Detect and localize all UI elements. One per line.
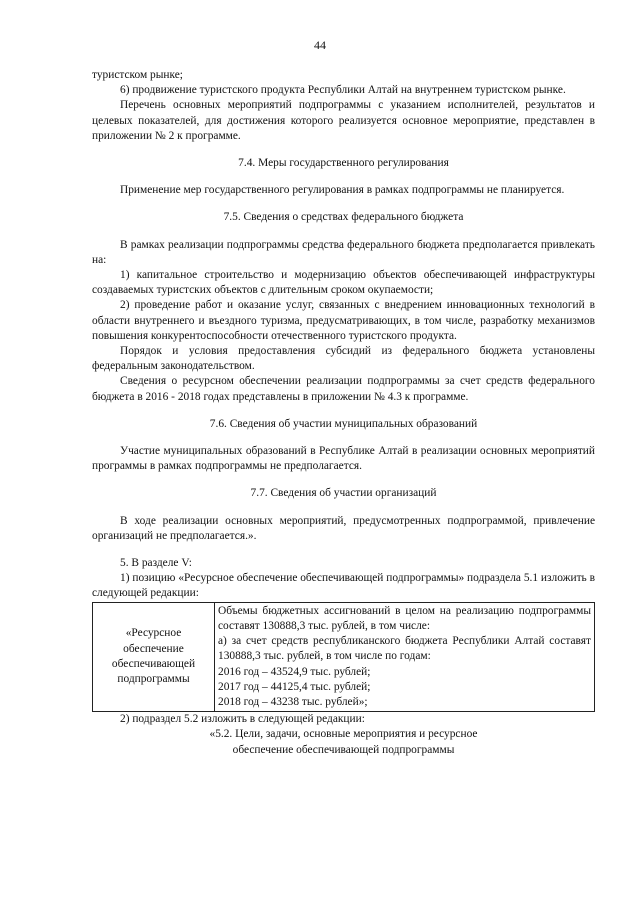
table-text: а) за счет средств республиканского бюджета Республики Алтай составят 130888,3 тыс. рублей, в том числе по годам: [218,635,591,663]
table-text: Объемы бюджетных ассигнований в целом на реализацию подпрограммы составят 130888,3 тыс. рублей, в том числе: [218,604,591,632]
paragraph: В рамках реализации подпрограммы средства федерального бюджета предполагается привлекать на: [92,238,595,266]
paragraph: Перечень основных мероприятий подпрограммы с указанием исполнителей, результатов и целевых показателей, для достижения которого реализуется основное мероприятие, представлен в приложении № 2 к программе. [92,99,595,142]
paragraph: туристском рынке; [92,69,183,81]
paragraph: 5. В разделе V: [120,557,192,570]
table-text: 2018 год – 43238 тыс. рублей»; [218,695,368,708]
table-text: 2017 год – 44125,4 тыс. рублей; [218,680,371,693]
paragraph: Участие муниципальных образований в Республике Алтай в реализации основных мероприятий программы в рамках подпрограммы не предполагается. [92,445,595,473]
paragraph: Применение мер государственного регулирования в рамках подпрограммы не планируется. [120,184,565,197]
table-cell-value [215,602,595,711]
table-cell-label: «Ресурсное обеспечение обеспечивающей подпрограммы [93,602,215,711]
section-heading-7-6: 7.6. Сведения об участии муниципальных образований [209,417,478,430]
paragraph: В ходе реализации основных мероприятий, предусмотренных подпрограммой, привлечение организаций не предполагается.». [92,514,595,542]
quoted-heading-line: «5.2. Цели, задачи, основные мероприятия и ресурсное [209,728,478,741]
quoted-heading-line: обеспечение обеспечивающей подпрограммы [232,743,455,756]
list-item: 6) продвижение туристского продукта Республики Алтай на внутреннем туристском рынке. [120,84,566,97]
list-item: 1) позицию «Ресурсное обеспечение обеспечивающей подпрограммы» подраздела 5.1 изложить в следующей редакции: [92,572,595,600]
section-heading-7-5: 7.5. Сведения о средствах федерального бюджета [223,211,464,224]
list-item: 2) подраздел 5.2 изложить в следующей редакции: [120,713,365,726]
list-item: 2) проведение работ и оказание услуг, связанных с внедрением инновационных технологий в области внутреннего и въездного туризма, предусматривающих, в том числе, разработку механизмов повышения конкурентоспособности отечественного туристского продукта. [92,299,595,342]
list-item: 1) капитальное строительство и модернизацию объектов обеспечивающей инфраструктуры создаваемых туристских объектов с длительным сроком окупаемости; [92,269,595,297]
resource-table [92,602,595,712]
paragraph: Порядок и условия предоставления субсидий из федерального бюджета установлены федеральным законодательством. [92,345,595,373]
page-number: 44 [314,38,326,52]
section-heading-7-7: 7.7. Сведения об участии организаций [250,487,437,500]
table-row [93,602,595,711]
document-body [92,68,595,758]
table-text: 2016 год – 43524,9 тыс. рублей; [218,665,371,678]
paragraph: Сведения о ресурсном обеспечении реализации подпрограммы за счет средств федерального бюджета в 2016 - 2018 годах представлены в приложении № 4.3 к программе. [92,375,595,403]
section-heading-7-4: 7.4. Меры государственного регулирования [238,157,449,170]
